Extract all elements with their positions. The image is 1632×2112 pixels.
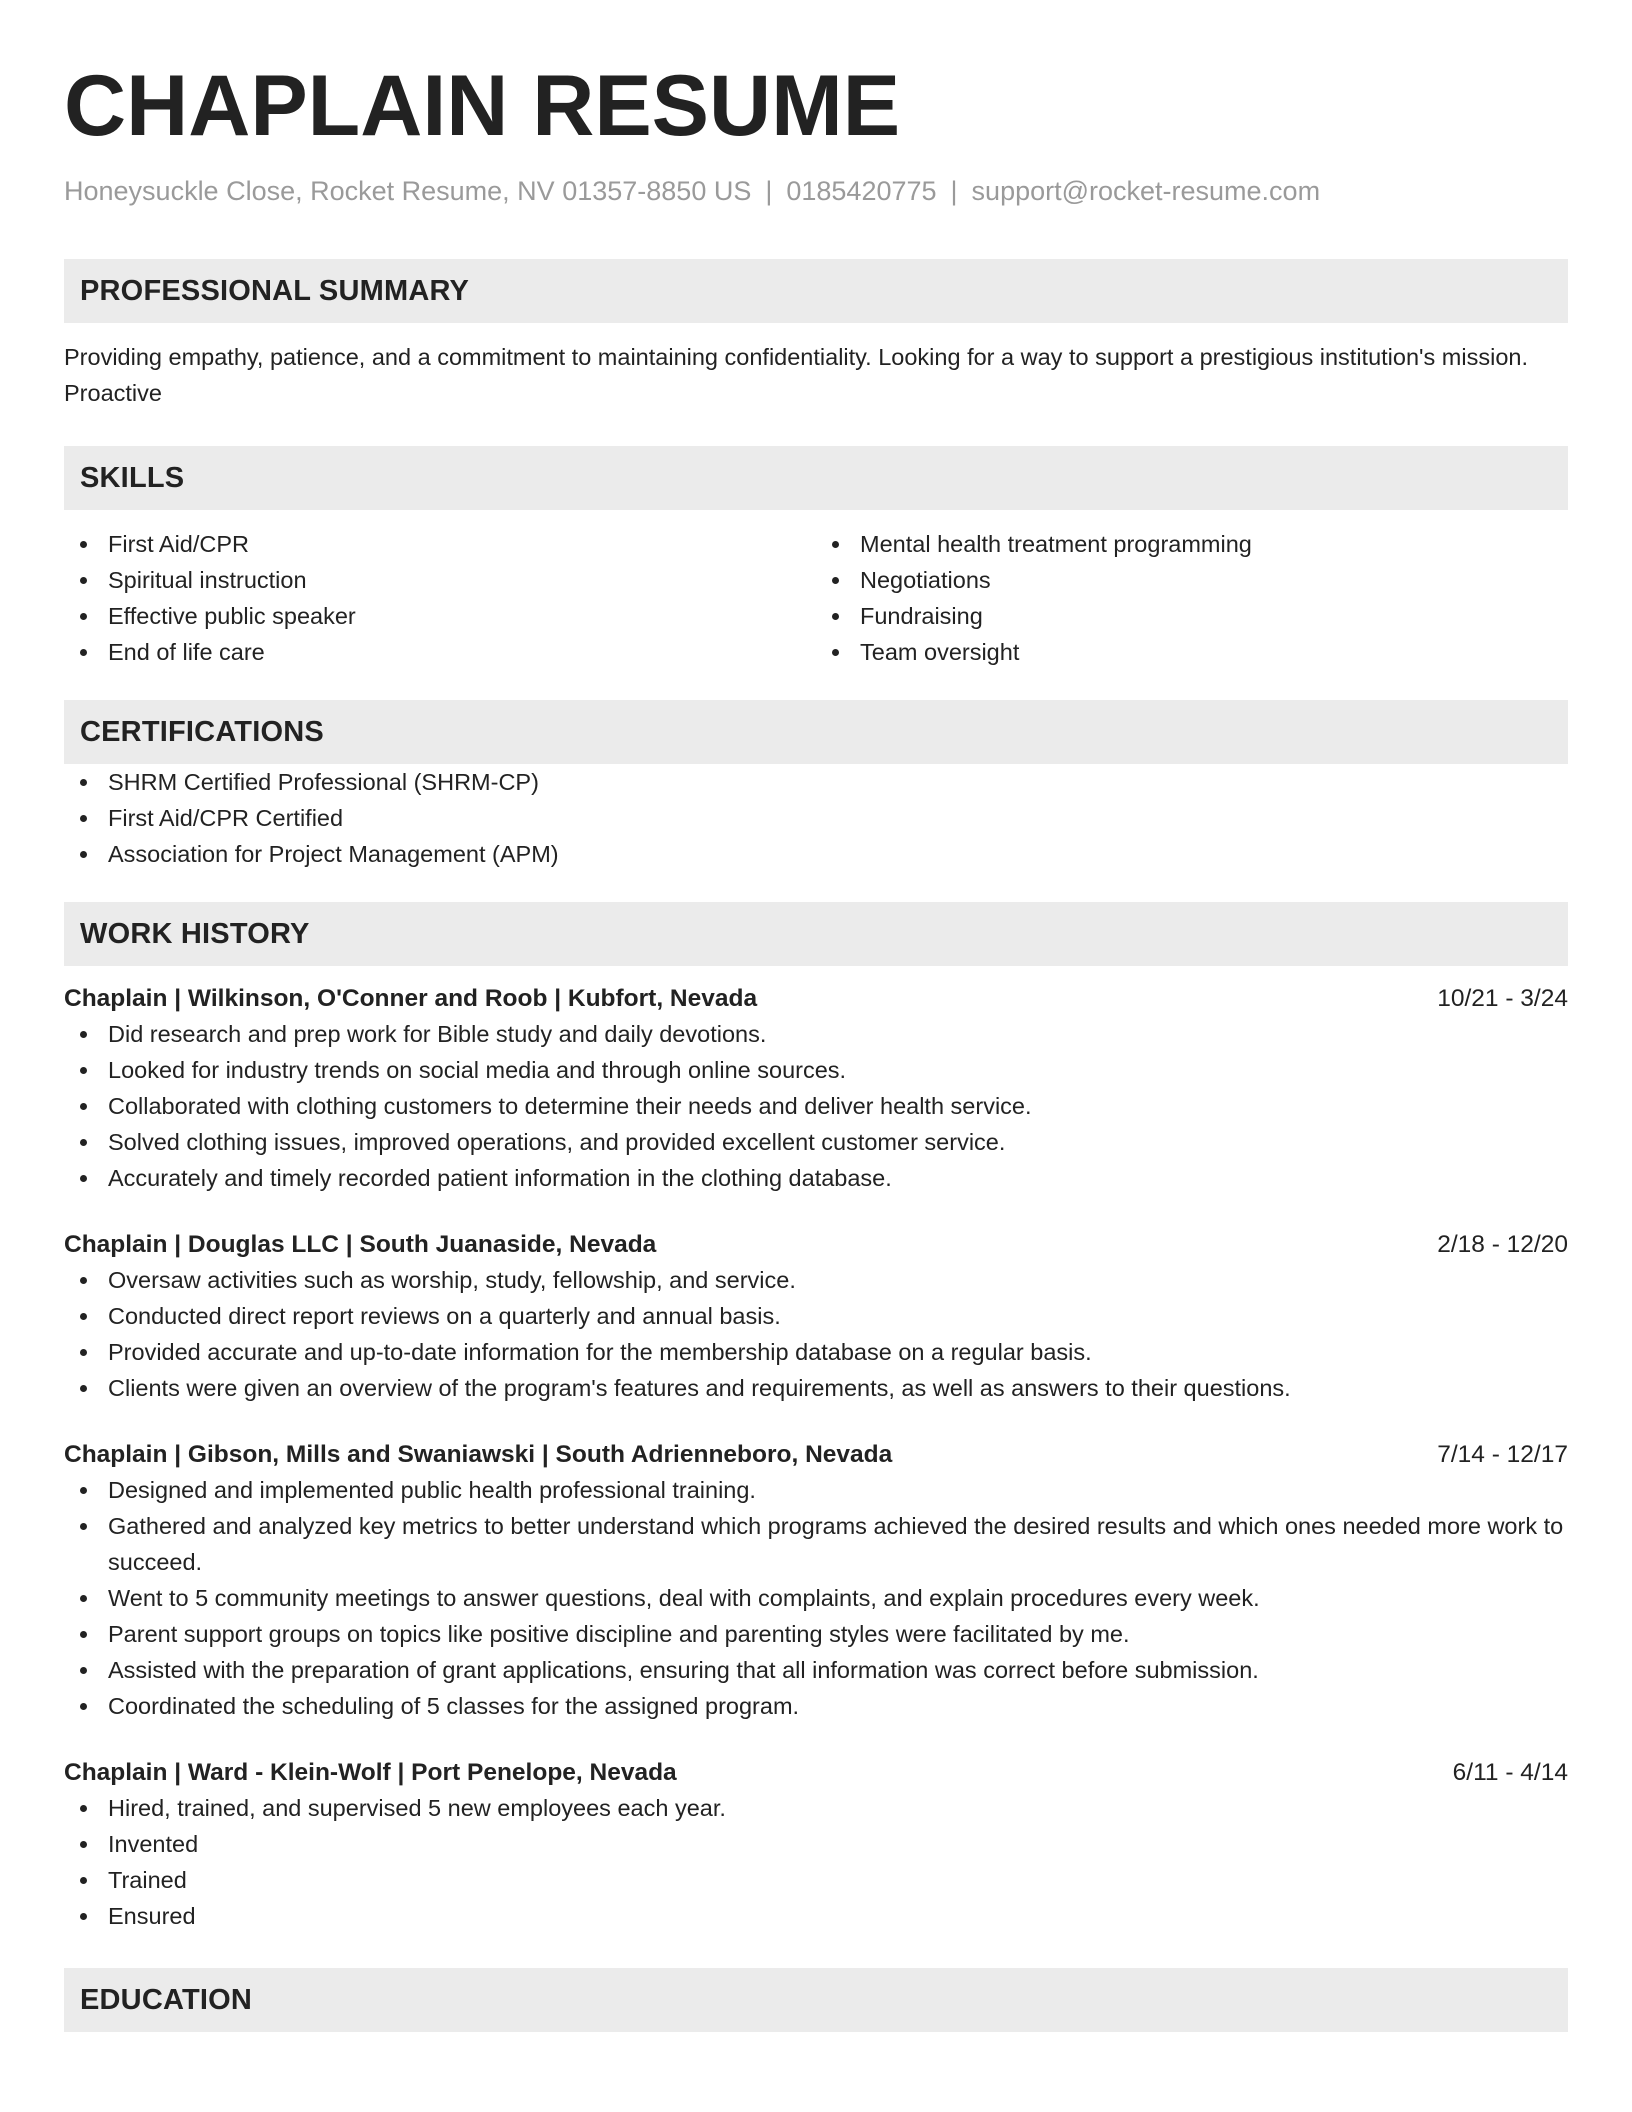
job-title: Chaplain | Douglas LLC | South Juanaside, Nevada (64, 1231, 657, 1258)
job-bullet: Gathered and analyzed key metrics to better understand which programs achieved the desired results and which ones needed more work to succeed. (64, 1508, 1568, 1580)
job-bullet: Hired, trained, and supervised 5 new employees each year. (64, 1790, 1568, 1826)
job-bullet: Parent support groups on topics like positive discipline and parenting styles were facilitated by me. (64, 1616, 1568, 1652)
job-bullet: Designed and implemented public health professional training. (64, 1472, 1568, 1508)
job-entry (64, 1228, 1568, 1406)
job-title: Chaplain | Ward - Klein-Wolf | Port Penelope, Nevada (64, 1759, 677, 1786)
page-title: CHAPLAIN RESUME (64, 58, 901, 154)
skills-columns (64, 526, 1568, 670)
section-heading-work-history: WORK HISTORY (64, 902, 1568, 966)
job-bullet: Went to 5 community meetings to answer questions, deal with complaints, and explain procedures every week. (64, 1580, 1568, 1616)
job-bullets (64, 1790, 1568, 1934)
job-dates: 6/11 - 4/14 (1452, 1759, 1568, 1786)
job-bullet: Conducted direct report reviews on a quarterly and annual basis. (64, 1298, 1568, 1334)
contact-phone: 0185420775 (786, 176, 937, 206)
job-bullet: Invented (64, 1826, 1568, 1862)
job-bullet: Looked for industry trends on social media and through online sources. (64, 1052, 1568, 1088)
certification-item: SHRM Certified Professional (SHRM-CP) (64, 764, 1568, 800)
job-title: Chaplain | Gibson, Mills and Swaniawski | South Adrienneboro, Nevada (64, 1441, 893, 1468)
job-bullet: Ensured (64, 1898, 1568, 1934)
job-header (64, 1228, 1568, 1262)
section-heading-skills: SKILLS (64, 446, 1568, 510)
skill-item: End of life care (64, 634, 816, 670)
job-bullet: Oversaw activities such as worship, study, fellowship, and service. (64, 1262, 1568, 1298)
skill-item: First Aid/CPR (64, 526, 816, 562)
job-bullets (64, 1262, 1568, 1406)
contact-line (64, 174, 1568, 208)
job-dates: 10/21 - 3/24 (1437, 985, 1568, 1012)
certification-item: Association for Project Management (APM) (64, 836, 1568, 872)
job-dates: 2/18 - 12/20 (1437, 1231, 1568, 1258)
summary-text: Providing empathy, patience, and a commitment to maintaining confidentiality. Looking for a way to support a prestigious institution's mission. Proactive (64, 344, 1528, 406)
job-bullet: Did research and prep work for Bible study and daily devotions. (64, 1016, 1568, 1052)
job-header (64, 1756, 1568, 1790)
job-bullets (64, 1016, 1568, 1196)
job-bullets (64, 1472, 1568, 1724)
job-entry (64, 1756, 1568, 1934)
job-header (64, 1438, 1568, 1472)
skill-item: Fundraising (816, 598, 1568, 634)
job-bullet: Coordinated the scheduling of 5 classes for the assigned program. (64, 1688, 1568, 1724)
certification-item: First Aid/CPR Certified (64, 800, 1568, 836)
job-bullet: Trained (64, 1862, 1568, 1898)
job-entry (64, 1438, 1568, 1724)
job-header (64, 982, 1568, 1016)
contact-separator: | (950, 176, 958, 206)
job-bullet: Solved clothing issues, improved operations, and provided excellent customer service. (64, 1124, 1568, 1160)
contact-email: support@rocket-resume.com (971, 176, 1321, 206)
section-heading-summary: PROFESSIONAL SUMMARY (64, 259, 1568, 323)
job-title: Chaplain | Wilkinson, O'Conner and Roob | Kubfort, Nevada (64, 985, 758, 1012)
certifications-list (64, 764, 1568, 872)
skill-item: Team oversight (816, 634, 1568, 670)
skill-item: Negotiations (816, 562, 1568, 598)
contact-address: Honeysuckle Close, Rocket Resume, NV 01357-8850 US (64, 176, 752, 206)
skill-item: Effective public speaker (64, 598, 816, 634)
contact-separator: | (765, 176, 773, 206)
job-bullet: Clients were given an overview of the program's features and requirements, as well as answers to their questions. (64, 1370, 1568, 1406)
job-bullet: Provided accurate and up-to-date information for the membership database on a regular basis. (64, 1334, 1568, 1370)
job-bullet: Collaborated with clothing customers to determine their needs and deliver health service. (64, 1088, 1568, 1124)
job-dates: 7/14 - 12/17 (1437, 1441, 1568, 1468)
section-heading-education: EDUCATION (64, 1968, 1568, 2032)
section-heading-certifications: CERTIFICATIONS (64, 700, 1568, 764)
skills-list-left (64, 526, 816, 670)
skill-item: Spiritual instruction (64, 562, 816, 598)
skills-list-right (816, 526, 1568, 670)
job-bullet: Accurately and timely recorded patient information in the clothing database. (64, 1160, 1568, 1196)
job-entry (64, 982, 1568, 1196)
job-bullet: Assisted with the preparation of grant applications, ensuring that all information was correct before submission. (64, 1652, 1568, 1688)
skill-item: Mental health treatment programming (816, 526, 1568, 562)
